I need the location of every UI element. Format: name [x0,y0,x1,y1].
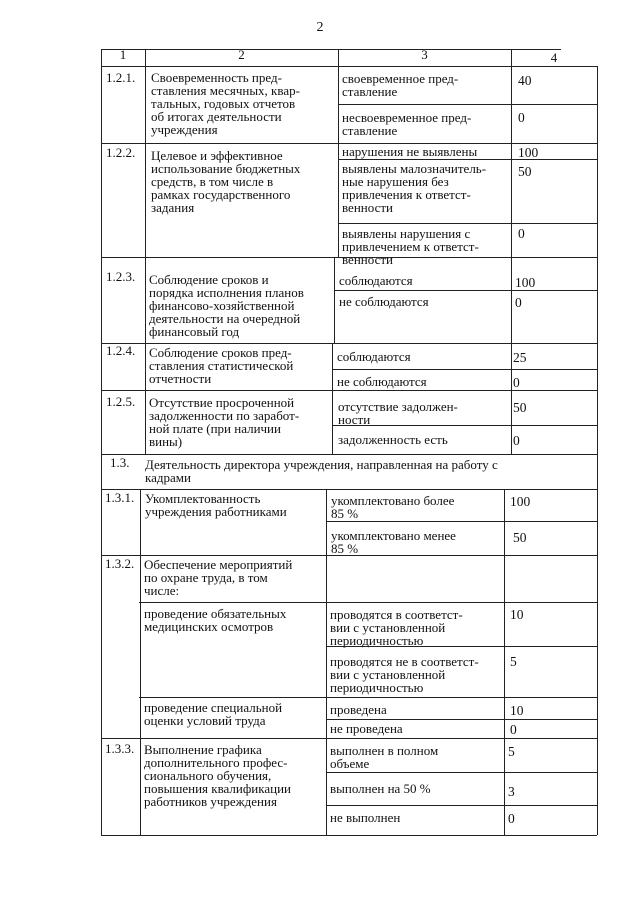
score-value: 5 [510,654,517,669]
row-number: 1.2.5. [106,394,136,409]
criterion-line: сионального обучения, [144,768,272,783]
option-line: ности [338,412,371,427]
section-title-line: Деятельность директора учреждения, направленная на работу с [145,457,498,472]
table-rule [101,66,597,67]
table-rule [333,425,597,426]
score-value: 100 [518,145,539,160]
section-title-line: кадрами [145,470,191,485]
option-line: проведена [330,702,387,717]
table-rule [101,489,597,490]
table-rule [101,49,102,835]
criterion-line: Соблюдение сроков пред- [149,345,292,360]
table-rule [338,49,339,257]
option-line: не соблюдаются [339,294,429,309]
criterion-line: учреждения работниками [145,504,287,519]
criterion-line: по охране труда, в том [144,570,268,585]
option-line: венности [342,252,393,267]
criterion-line: деятельности на очередной [149,311,301,326]
option-line: соблюдаются [339,273,413,288]
option-line: укомплектовано более [331,493,455,508]
row-number: 1.3.2. [105,556,135,571]
table-rule [326,805,597,806]
table-rule [101,454,597,455]
criterion-line: Отсутствие просроченной [149,395,295,410]
table-rule [334,257,335,343]
option-line: периодичностью [330,680,424,695]
table-rule [334,290,597,291]
page-number: 2 [316,20,324,35]
criterion-line: финансово-хозяйственной [149,298,295,313]
option-line: не проведена [330,721,403,736]
criterion-line: рамках государственного [151,187,291,202]
criterion-line: об итогах деятельности [151,109,282,124]
score-value: 0 [513,375,520,390]
option-line: не выполнен [330,810,401,825]
score-value: 100 [510,494,531,509]
table-rule [504,489,505,835]
table-rule [511,49,512,454]
score-value: 25 [513,350,527,365]
criterion-line: средств, в том числе в [151,174,274,189]
score-value: 3 [508,784,515,799]
table-rule [101,835,597,836]
option-line: нарушения не выявлены [342,144,478,159]
criterion-line: повышения квалификации [144,781,292,796]
table-rule [101,343,597,344]
option-line: выявлены малозначитель- [342,161,487,176]
row-number: 1.2.4. [106,343,136,358]
option-line: венности [342,200,393,215]
score-value: 40 [518,73,532,88]
criterion-line: использование бюджетных [151,161,301,176]
row-number: 1.2.1. [106,70,136,85]
table-rule [597,66,598,835]
header-col-1: 1 [119,47,127,62]
criterion-line: порядка исполнения планов [149,285,304,300]
score-value: 50 [513,530,527,545]
score-value: 0 [513,433,520,448]
option-line: ные нарушения без [342,174,449,189]
option-line: не соблюдаются [337,374,427,389]
option-line: ставление [342,123,398,138]
subcriterion-line: проведение специальной [144,700,283,715]
header-col-2: 2 [238,47,245,62]
row-number: 1.2.3. [106,269,136,284]
score-value: 10 [510,703,524,718]
table-rule [101,390,597,391]
criterion-line: задания [151,200,195,215]
option-line: ставление [342,84,398,99]
option-line: вии с установленной [330,667,446,682]
table-rule [332,343,333,454]
score-value: 0 [518,226,525,241]
table-rule [101,738,597,739]
score-value: 10 [510,607,524,622]
criteria-table [101,46,599,836]
option-line: выявлены нарушения с [342,226,471,241]
option-line: своевременное пред- [342,71,459,86]
criterion-line: Обеспечение мероприятий [144,557,293,572]
criterion-line: Укомплектованность [145,491,261,506]
option-line: 85 % [331,506,359,521]
option-line: проводятся не в соответст- [330,654,479,669]
row-number: 1.2.2. [106,145,136,160]
criterion-line: тальных, годовых отчетов [151,96,296,111]
score-value: 5 [508,744,515,759]
option-line: объеме [330,756,370,771]
score-value: 100 [515,275,536,290]
table-rule [326,772,597,773]
option-line: выполнен в полном [330,743,439,758]
criterion-line: вины) [149,434,183,449]
criterion-line: Выполнение графика [144,742,262,757]
subcriterion-line: оценки условий труда [144,713,266,728]
table-rule [139,602,597,603]
table-rule [326,489,327,835]
score-value: 50 [518,164,532,179]
table-rule [139,697,597,698]
subcriterion-line: медицинских осмотров [144,619,274,634]
criterion-line: финансовый год [149,324,240,339]
table-rule [338,159,597,160]
option-line: привлечением к ответст- [342,239,479,254]
table-rule [326,521,597,522]
criterion-line: задолженности по заработ- [149,408,300,423]
header-col-3: 3 [421,47,428,62]
score-value: 0 [515,295,522,310]
option-line: вии с установленной [330,620,446,635]
score-value: 50 [513,400,527,415]
criterion-line: Целевое и эффективное [151,148,283,163]
option-line: укомплектовано менее [331,528,456,543]
table-rule [326,719,597,720]
criterion-line: работников учреждения [144,794,277,809]
score-value: 0 [510,722,517,737]
option-line: привлечения к ответст- [342,187,471,202]
table-rule [140,489,141,835]
score-value: 0 [508,811,515,826]
header-col-4: 4 [550,50,558,65]
criterion-line: учреждения [151,122,218,137]
table-rule [338,223,597,224]
option-line: 85 % [331,541,359,556]
row-number: 1.3.3. [105,741,135,756]
table-rule [332,369,597,370]
option-line: задолженность есть [338,432,448,447]
table-rule [338,104,597,105]
criterion-line: Своевременность пред- [151,70,282,85]
criterion-line: ставления месячных, квар- [151,83,300,98]
table-rule [145,49,146,454]
score-value: 0 [518,110,525,125]
section-number: 1.3. [110,455,130,470]
criterion-line: ной плате (при наличии [149,421,281,436]
subcriterion-line: проведение обязательных [144,606,287,621]
criterion-line: дополнительного профес- [144,755,288,770]
criterion-line: отчетности [149,371,212,386]
option-line: периодичностью [330,633,424,648]
option-line: выполнен на 50 % [330,781,431,796]
row-number: 1.3.1. [105,490,135,505]
criterion-line: Соблюдение сроков и [149,272,269,287]
option-line: соблюдаются [337,349,411,364]
option-line: проводятся в соответст- [330,607,463,622]
criterion-line: числе: [144,583,180,598]
option-line: отсутствие задолжен- [338,399,458,414]
option-line: несвоевременное пред- [342,110,472,125]
criterion-line: ставления статистической [149,358,294,373]
